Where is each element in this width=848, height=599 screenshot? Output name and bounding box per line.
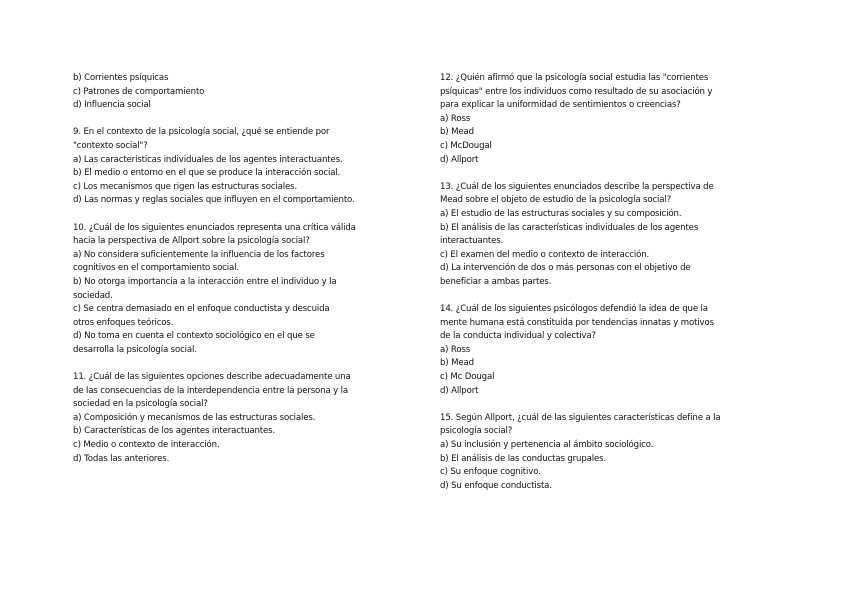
question-8-options-tail: [73, 72, 413, 113]
question-12-text: psíquicas" entre los individuos como resultado de su asociación y: [440, 86, 713, 97]
question-13-text: Mead sobre el objeto de estudio de la psicología social?: [440, 195, 672, 206]
option-9b: b) El medio o entorno en el que se produce la interacción social.: [73, 168, 341, 179]
option-13b: interactuantes.: [440, 236, 504, 247]
option-15c: c) Su enfoque cognitivo.: [440, 467, 541, 478]
question-14-text: de la conducta individual y colectiva?: [440, 331, 596, 342]
option-13a: a) El estudio de las estructuras sociales y su composición.: [440, 208, 682, 219]
option-10b: b) No otorga importancia a la interacción entre el individuo y la: [73, 276, 337, 287]
question-9: [73, 126, 413, 208]
left-column: [73, 72, 413, 480]
option-9d: d) Las normas y reglas sociales que influyen en el comportamiento.: [73, 195, 355, 206]
question-15: [440, 412, 776, 494]
option-10c: c) Se centra demasiado en el enfoque conductista y descuida: [73, 304, 330, 315]
option-11a: a) Composición y mecanismos de las estructuras sociales.: [73, 412, 316, 423]
option-8b: b) Corrientes psíquicas: [73, 73, 169, 83]
option-14d: d) Allport: [440, 385, 479, 396]
question-14: [440, 303, 776, 398]
option-15a: a) Su inclusión y pertenencia al ámbito sociológico.: [440, 440, 654, 451]
question-10-text: hacia la perspectiva de Allport sobre la psicología social?: [73, 236, 310, 247]
option-15d: d) Su enfoque conductista.: [440, 480, 552, 491]
option-10a: a) No considera suficientemente la influencia de los factores: [73, 249, 325, 260]
option-14c: c) Mc Dougal: [440, 372, 495, 383]
option-14a: a) Ross: [440, 344, 471, 355]
option-11d: d) Todas las anteriores.: [73, 453, 170, 464]
question-9-text: "contexto social"?: [73, 140, 148, 151]
option-10b: sociedad.: [73, 290, 113, 301]
option-14b: b) Mead: [440, 358, 474, 369]
option-13d: d) La intervención de dos o más personas con el objetivo de: [440, 263, 691, 274]
question-11-text: 11. ¿Cuál de las siguientes opciones describe adecuadamente una: [73, 372, 351, 383]
option-12d: d) Allport: [440, 154, 479, 165]
option-12c: c) McDougal: [440, 140, 492, 151]
question-15-text: psicología social?: [440, 426, 513, 437]
question-11-text: de las consecuencias de la interdependencia entre la persona y la: [73, 385, 349, 396]
option-8d: d) Influencia social: [73, 100, 151, 111]
question-13-text: 13. ¿Cuál de los siguientes enunciados describe la perspectiva de: [440, 181, 714, 192]
option-11c: c) Medio o contexto de interacción.: [73, 440, 220, 451]
right-column: [440, 72, 776, 507]
question-15-text: 15. Según Allport, ¿cuál de las siguientes características define a la: [440, 412, 721, 423]
option-9c: c) Los mecanismos que rigen las estructuras sociales.: [73, 181, 298, 192]
option-10d: d) No toma en cuenta el contexto sociológico en el que se: [73, 331, 315, 342]
question-14-text: mente humana está constituida por tendencias innatas y motivos: [440, 317, 714, 328]
question-9-text: 9. En el contexto de la psicología social, ¿qué se entiende por: [73, 127, 330, 138]
option-13b: b) El análisis de las características individuales de los agentes: [440, 222, 699, 233]
option-10a: cognitivos en el comportamiento social.: [73, 263, 239, 274]
question-12: [440, 72, 776, 167]
option-15b: b) El análisis de las conductas grupales.: [440, 453, 607, 464]
option-13d: beneficiar a ambas partes.: [440, 276, 552, 287]
option-13c: c) El examen del medio o contexto de interacción.: [440, 249, 650, 260]
question-11-text: sociedad en la psicología social?: [73, 399, 208, 410]
option-11b: b) Características de los agentes interactuantes.: [73, 426, 276, 437]
question-11: [73, 371, 413, 466]
question-10: [73, 222, 413, 358]
option-9a: a) Las características individuales de los agentes interactuantes.: [73, 154, 343, 165]
question-14-text: 14. ¿Cuál de los siguientes psicólogos defendió la idea de que la: [440, 304, 708, 315]
question-12-text: 12. ¿Quién afirmó que la psicología social estudia las "corrientes: [440, 73, 709, 83]
question-10-text: 10. ¿Cuál de los siguientes enunciados representa una crítica válida: [73, 222, 356, 233]
question-12-text: para explicar la uniformidad de sentimientos o creencias?: [440, 100, 681, 111]
option-10d: desarrolla la psicología social.: [73, 344, 197, 355]
option-10c: otros enfoques teóricos.: [73, 317, 174, 328]
option-8c: c) Patrones de comportamiento: [73, 86, 205, 97]
question-13: [440, 181, 776, 290]
option-12b: b) Mead: [440, 127, 474, 138]
option-12a: a) Ross: [440, 113, 471, 124]
